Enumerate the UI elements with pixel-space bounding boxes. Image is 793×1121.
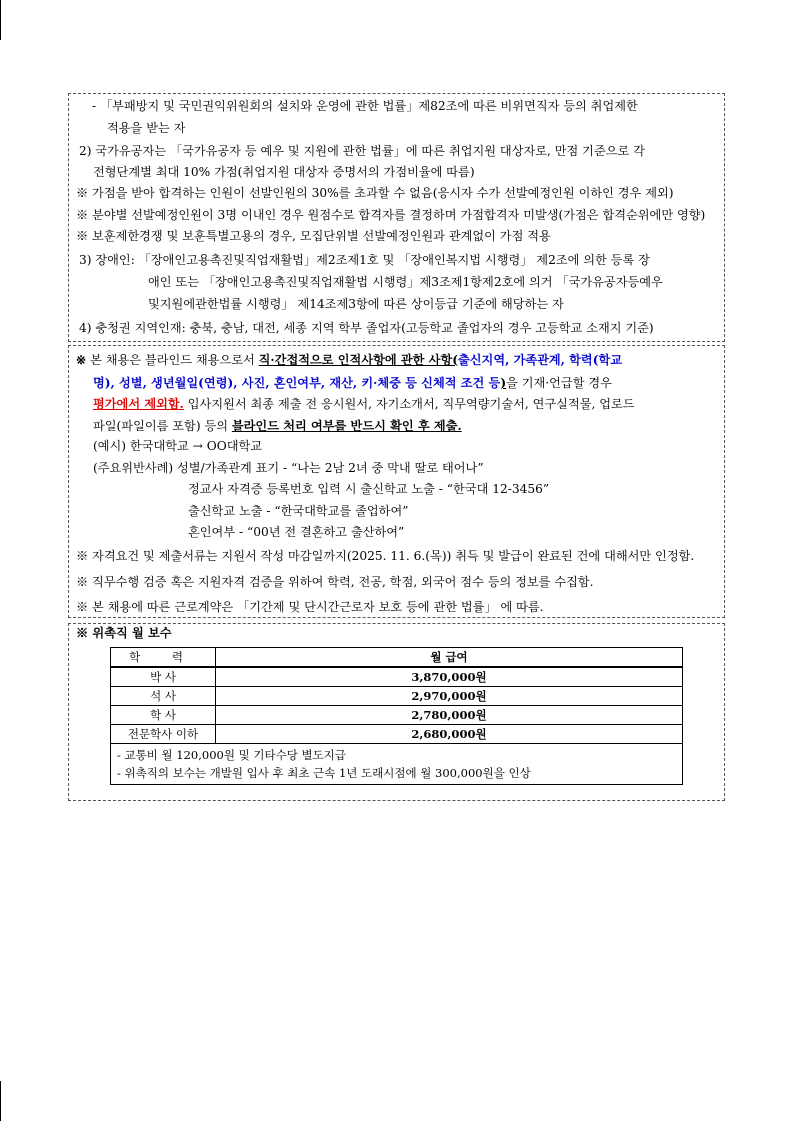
table-header-row [111, 648, 683, 668]
text-line: 4) 충청권 지역인재: 충북, 충남, 대전, 세종 지역 학부 졸업자(고등학교 졸업자의 경우 고등학교 소재지 기준) [79, 321, 654, 335]
salary-title: ※ 위촉직 월 보수 [76, 626, 172, 640]
crop-mark-top-left [0, 0, 1, 40]
table-notes-row [111, 744, 683, 785]
pay-cell: 2,780,000원 [216, 706, 683, 725]
text-line: - 「부패방지 및 국민권익위원회의 설치와 운영에 관한 법률」제82조에 따른 비위면직자 등의 취업제한 [92, 99, 638, 113]
text-line: 애인 또는 「장애인고용촉진및직업재활법 시행령」제3조제1항제2호에 의거 「국가유공자등예우 [148, 275, 663, 289]
blind-excluded: 평가에서 제외함. [93, 397, 184, 411]
blind-items-a: 출신지역, 가족관계, 학력(학교 [458, 353, 623, 367]
crop-mark-bottom-left [0, 1081, 1, 1121]
table-row [111, 687, 683, 706]
blind-paren: ) [500, 376, 507, 390]
blind-line-2 [93, 375, 612, 391]
text-line: 전형단계별 최대 10% 가점(취업지원 대상자 증명서의 가점비율에 따름) [93, 165, 475, 179]
text-line: 2) 국가유공자는 「국가유공자 등 예우 및 지원에 관한 법률」에 따른 취업지원 대상자로, 만점 기준으로 각 [79, 144, 645, 158]
header-education: 학 력 [111, 648, 216, 668]
pay-cell: 2,680,000원 [216, 725, 683, 744]
violation-line: (주요위반사례) 성별/가족관계 표기 - “나는 2남 2녀 중 막내 딸로 태어나” [93, 461, 484, 475]
blind-documents: 입사지원서 최종 제출 전 응시원서, 자기소개서, 직무역량기술서, 연구실적물, 업로드 [183, 397, 635, 411]
note-line: ※ 본 채용에 따른 근로계약은 「기간제 및 단시간근로자 보호 등에 관한 법률」 에 따름. [76, 600, 544, 614]
text-line: 3) 장애인: 「장애인고용촉진및직업재활법」제2조제1호 및 「장애인복지법 시행령」 제2조에 의한 등록 장 [79, 253, 650, 267]
violation-line: 정교사 자격증 등록번호 입력 시 출신학교 노출 - “한국대 12-3456” [188, 482, 550, 496]
violation-line: 혼인여부 - “00년 전 결혼하고 출산하여” [188, 525, 405, 539]
table-note: - 위촉직의 보수는 개발원 입사 후 최초 근속 1년 도래시점에 월 300,000원을 인상 [117, 766, 531, 780]
table-row [111, 706, 683, 725]
violation-line: 출신학교 노출 - “한국대학교를 졸업하여” [188, 504, 409, 518]
education-cell: 학 사 [111, 706, 216, 725]
example-line: (예시) 한국대학교 → OO대학교 [93, 439, 263, 453]
note-line: ※ 직무수행 검증 혹은 지원자격 검증을 위하여 학력, 전공, 학점, 외국어 점수 등의 정보를 수집함. [76, 575, 594, 589]
table-row [111, 725, 683, 744]
blind-check: 블라인드 처리 여부를 반드시 확인 후 제출. [231, 419, 462, 433]
text-line: ※ 분야별 선발예정인원이 3명 이내인 경우 원점수로 합격자를 결정하며 가점합격자 미발생(가점은 합격순위에만 영향) [76, 208, 706, 222]
blind-mention: 을 기재·언급할 경우 [506, 376, 612, 390]
header-monthly-pay: 월 급여 [216, 648, 683, 668]
text-line: 및지원에관한법률 시행령」 제14조제3항에 따른 상이등급 기준에 해당하는 자 [148, 297, 564, 311]
education-cell: 전문학사 이하 [111, 725, 216, 744]
table-notes-cell [111, 744, 683, 785]
note-mark: ※ [76, 353, 87, 367]
salary-table [110, 647, 683, 785]
text-line: ※ 보훈제한경쟁 및 보훈특별고용의 경우, 모집단위별 선발예정인원과 관계없이 가점 적용 [76, 229, 551, 243]
blind-line-3 [93, 396, 635, 412]
education-cell: 석 사 [111, 687, 216, 706]
pay-cell: 2,970,000원 [216, 687, 683, 706]
blind-intro: 본 채용은 블라인드 채용으로서 [90, 353, 255, 367]
text-line: ※ 가점을 받아 합격하는 인원이 선발인원의 30%를 초과할 수 없음(응시자 수가 선발예정인원 이하인 경우 제외) [76, 186, 674, 200]
blind-line-4 [93, 418, 462, 434]
blind-line-1 [76, 352, 622, 368]
table-row [111, 667, 683, 687]
blind-items-b: 명), 성별, 생년월일(연령), 사진, 혼인여부, 재산, 키·체중 등 신체적 조건 등 [93, 376, 501, 390]
pay-cell: 3,870,000원 [216, 667, 683, 687]
blind-subject: 직·간접적으로 인적사항에 관한 사항( [258, 353, 458, 367]
education-cell: 박 사 [111, 667, 216, 687]
text-line: 적용을 받는 자 [107, 121, 186, 135]
note-line: ※ 자격요건 및 제출서류는 지원서 작성 마감일까지(2025. 11. 6.(목)) 취득 및 발급이 완료된 건에 대해서만 인정함. [76, 549, 695, 563]
table-note: - 교통비 월 120,000원 및 기타수당 별도지급 [117, 748, 346, 762]
blind-files: 파일(파일이름 포함) 등의 [93, 419, 232, 433]
